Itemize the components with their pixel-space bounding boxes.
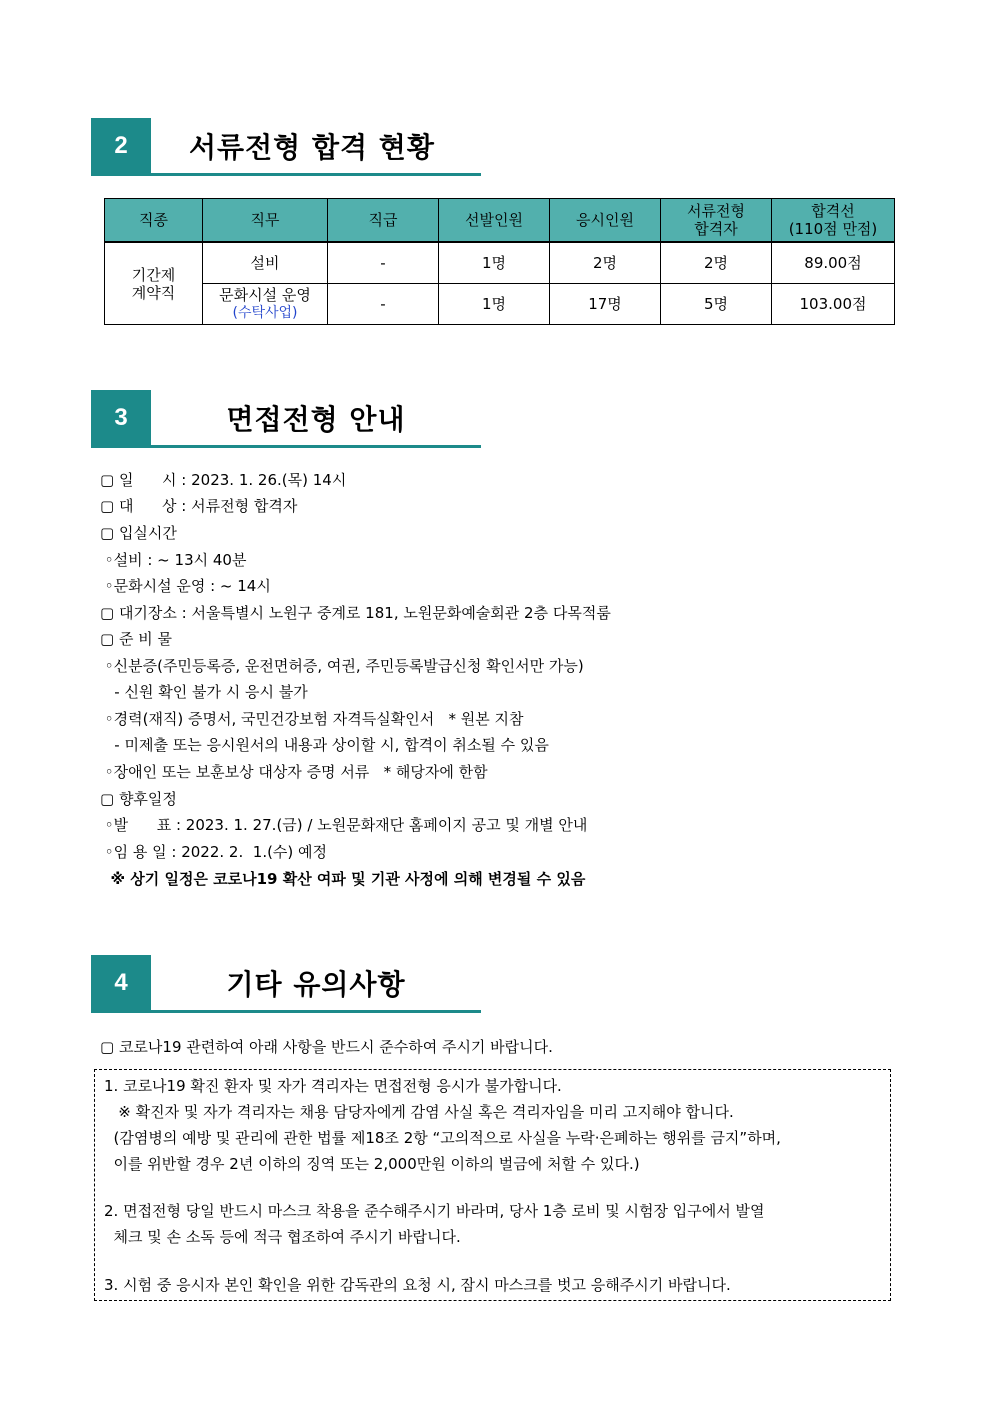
section-2-header xyxy=(91,118,481,176)
entry-time-heading: ▢ 입실시간 xyxy=(100,524,177,542)
duty-label: 설비 xyxy=(250,254,280,272)
cell-applicants: 2명 xyxy=(550,242,661,284)
cell-duty xyxy=(203,242,328,284)
table-row xyxy=(105,284,895,325)
notice-item-1-penalty: 이를 위반할 경우 2년 이하의 징역 또는 2,000만원 이하의 벌금에 처할 수 있다.) xyxy=(104,1155,640,1173)
schedule-announcement: ◦발 표 : 2023. 1. 27.(금) / 노원문화재단 홈페이지 공고 및 개별 안내 xyxy=(100,816,588,834)
cell-job-type: 기간제 계약직 xyxy=(105,242,203,325)
section-4-header xyxy=(91,955,481,1013)
section-underline xyxy=(91,445,481,448)
duty-sublabel: (수탁사업) xyxy=(232,305,298,321)
cell-cutoff: 89.00점 xyxy=(772,242,895,284)
notice-item-3: 3. 시험 중 응시자 본인 확인을 위한 감독관의 요청 시, 잠시 마스크를 벗고 응해주시기 바랍니다. xyxy=(104,1276,731,1294)
section-number: 4 xyxy=(91,955,151,1011)
cell-passed: 2명 xyxy=(661,242,772,284)
header-applicant-count: 응시인원 xyxy=(550,199,661,243)
waiting-place: ▢ 대기장소 : 서울특별시 노원구 중계로 181, 노원문화예술회관 2층 다목적룸 xyxy=(100,604,611,622)
section-3-header xyxy=(91,390,481,448)
interview-target: ▢ 대 상 : 서류전형 합격자 xyxy=(100,497,298,515)
entry-time-culture: ◦문화시설 운영 : ~ 14시 xyxy=(100,577,271,595)
duty-label: 문화시설 운영 xyxy=(219,286,311,304)
cell-grade: - xyxy=(328,242,439,284)
prep-id-card-note: - 신원 확인 불가 시 응시 불가 xyxy=(100,683,308,701)
schedule-heading: ▢ 향후일정 xyxy=(100,790,177,808)
entry-time-facility: ◦설비 : ~ 13시 40분 xyxy=(100,551,247,569)
notice-item-2-cont: 체크 및 손 소독 등에 적극 협조하여 주시기 바랍니다. xyxy=(104,1228,461,1246)
interview-datetime: ▢ 일 시 : 2023. 1. 26.(목) 14시 xyxy=(100,471,347,489)
prep-career-cert: ◦경력(재직) 증명서, 국민건강보험 자격득실확인서 * 원본 지참 xyxy=(100,710,524,728)
cell-selected: 1명 xyxy=(439,242,550,284)
notice-item-2: 2. 면접전형 당일 반드시 마스크 착용을 준수해주시기 바라며, 당사 1층 로비 및 시험장 입구에서 발열 xyxy=(104,1202,765,1220)
section-number: 2 xyxy=(91,118,151,174)
section-number: 3 xyxy=(91,390,151,446)
notice-item-1-note: ※ 확진자 및 자가 격리자는 채용 담당자에게 감염 사실 혹은 격리자임을 미리 고지해야 합니다. xyxy=(104,1103,734,1121)
schedule-change-note: ※ 상기 일정은 코로나19 확산 여파 및 기관 사정에 의해 변경될 수 있음 xyxy=(100,870,586,888)
preparation-heading: ▢ 준 비 물 xyxy=(100,630,172,648)
covid-intro: ▢ 코로나19 관련하여 아래 사항을 반드시 준수하여 주시기 바랍니다. xyxy=(100,1038,553,1056)
table-row xyxy=(105,242,895,284)
header-job-type: 직종 xyxy=(105,199,203,243)
prep-disability-cert: ◦장애인 또는 보훈보상 대상자 증명 서류 * 해당자에 한함 xyxy=(100,763,488,781)
cell-selected: 1명 xyxy=(439,284,550,325)
section-underline xyxy=(91,173,481,176)
header-selected-count: 선발인원 xyxy=(439,199,550,243)
schedule-appointment: ◦임 용 일 : 2022. 2. 1.(수) 예정 xyxy=(100,843,328,861)
section-title: 기타 유의사항 xyxy=(226,968,406,1001)
header-grade: 직급 xyxy=(328,199,439,243)
cell-grade: - xyxy=(328,284,439,325)
header-duty: 직무 xyxy=(203,199,328,243)
prep-career-cert-note: - 미제출 또는 응시원서의 내용과 상이할 시, 합격이 취소될 수 있음 xyxy=(100,736,549,754)
header-passed-count: 서류전형 합격자 xyxy=(661,199,772,243)
document-screening-result-table xyxy=(104,198,895,325)
notice-item-1-law: (감염병의 예방 및 관리에 관한 법률 제18조 2항 “고의적으로 사실을 누락·은폐하는 행위를 금지”하며, xyxy=(104,1129,781,1147)
prep-id-card: ◦신분증(주민등록증, 운전면허증, 여권, 주민등록발급신청 확인서만 가능) xyxy=(100,657,584,675)
section-title: 서류전형 합격 현황 xyxy=(189,131,435,164)
section-title: 면접전형 안내 xyxy=(226,403,406,436)
notice-item-1: 1. 코로나19 확진 환자 및 자가 격리자는 면접전형 응시가 불가합니다. xyxy=(104,1077,562,1095)
header-cutoff-score: 합격선 (110점 만점) xyxy=(772,199,895,243)
section-underline xyxy=(91,1010,481,1013)
covid-notice-box xyxy=(94,1069,891,1301)
cell-cutoff: 103.00점 xyxy=(772,284,895,325)
cell-duty xyxy=(203,284,328,325)
cell-passed: 5명 xyxy=(661,284,772,325)
cell-applicants: 17명 xyxy=(550,284,661,325)
